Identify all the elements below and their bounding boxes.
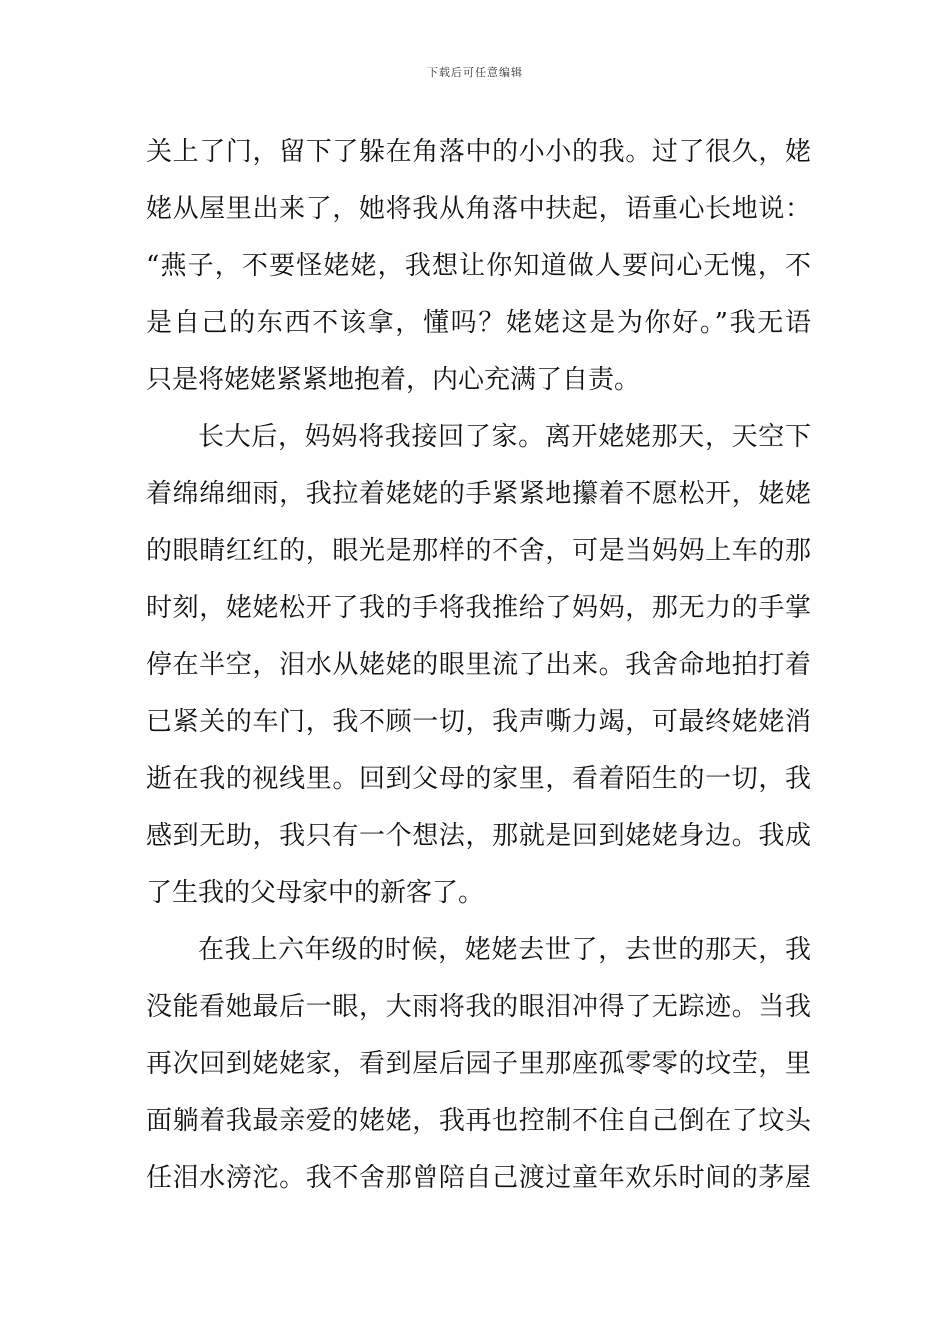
- paragraph-start-line: 在我上六年级的时候，姥姥去世了，去世的那天，我: [198, 935, 811, 965]
- text-line: 逝在我的视线里。回到父母的家里，看着陌生的一切，我: [146, 764, 811, 794]
- text-line: 任泪水滂沱。我不舍那曾陪自己渡过童年欢乐时间的茅屋: [146, 1163, 811, 1193]
- text-line: 了生我的父母家中的新客了。: [146, 878, 485, 908]
- text-line: 停在半空，泪水从姥姥的眼里流了出来。我舍命地拍打着: [146, 650, 811, 680]
- text-line: 的眼睛红红的，眼光是那样的不舍，可是当妈妈上车的那: [146, 536, 811, 566]
- text-line: 面躺着我最亲爱的姥姥，我再也控制不住自己倒在了坟头: [146, 1106, 811, 1136]
- text-line: 感到无助，我只有一个想法，那就是回到姥姥身边。我成: [146, 821, 811, 851]
- paragraph-start-line: 长大后，妈妈将我接回了家。离开姥姥那天，天空下: [198, 422, 811, 452]
- body-text: [146, 124, 811, 1207]
- text-line: 再次回到姥姥家，看到屋后园子里那座孤零零的坟茔，里: [146, 1049, 811, 1079]
- page-header: 下载后可任意编辑: [427, 66, 523, 79]
- text-line: 只是将姥姥紧紧地抱着，内心充满了自责。: [146, 365, 641, 395]
- text-line: 着绵绵细雨，我拉着姥姥的手紧紧地攥着不愿松开，姥姥: [146, 479, 811, 509]
- text-line: 关上了门，留下了躲在角落中的小小的我。过了很久，姥: [146, 137, 811, 167]
- text-line: 没能看她最后一眼，大雨将我的眼泪冲得了无踪迹。当我: [146, 992, 811, 1022]
- text-line: 时刻，姥姥松开了我的手将我推给了妈妈，那无力的手掌: [146, 593, 811, 623]
- text-line: 是自己的东西不该拿，懂吗？姥姥这是为你好。”我无语: [146, 308, 811, 338]
- text-line: 已紧关的车门，我不顾一切，我声嘶力竭，可最终姥姥消: [146, 707, 811, 737]
- text-line: 姥从屋里出来了，她将我从角落中扶起，语重心长地说：: [146, 194, 811, 224]
- text-line: “燕子，不要怪姥姥，我想让你知道做人要问心无愧，不: [146, 251, 811, 281]
